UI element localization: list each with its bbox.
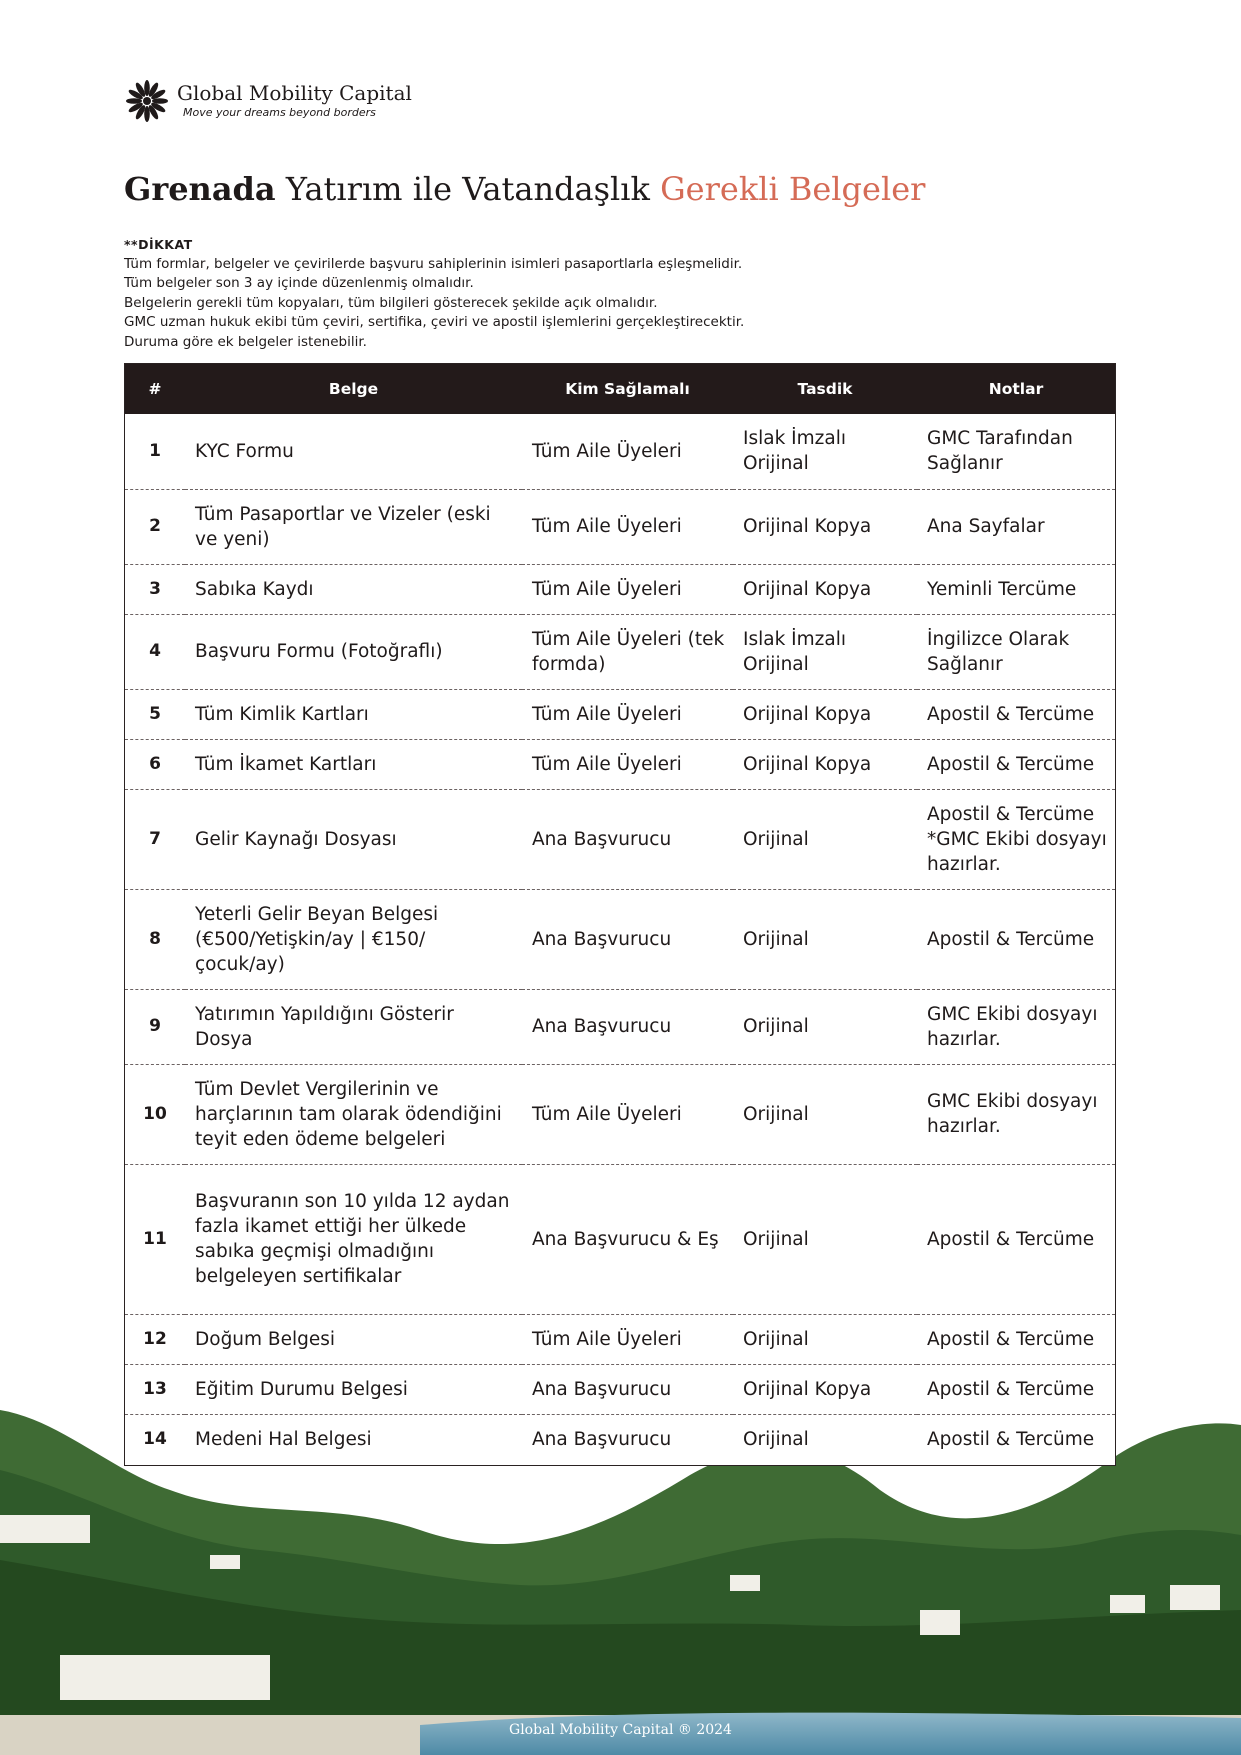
row-note: GMC Ekibi dosyayı hazırlar. [917, 1064, 1115, 1164]
row-note: İngilizce Olarak Sağlanır [917, 614, 1115, 689]
brand-name: Global Mobility Capital [177, 81, 412, 105]
row-note: Apostil & Tercüme [917, 1314, 1115, 1364]
row-attestation: Orijinal [733, 1164, 917, 1314]
table-row [125, 1064, 1115, 1164]
row-note: Apostil & Tercüme [917, 739, 1115, 789]
row-document: Eğitim Durumu Belgesi [185, 1364, 522, 1414]
table-row [125, 789, 1115, 889]
row-document: Sabıka Kaydı [185, 564, 522, 614]
row-attestation: Orijinal Kopya [733, 489, 917, 564]
row-note: Apostil & Tercüme [917, 1164, 1115, 1314]
row-number: 14 [143, 1428, 167, 1449]
table-row [125, 1364, 1115, 1414]
brand-tagline: Move your dreams beyond borders [183, 106, 376, 119]
row-note: Yeminli Tercüme [917, 564, 1115, 614]
column-header-number: # [148, 380, 162, 398]
row-number: 11 [125, 1164, 185, 1314]
notice-line: Tüm formlar, belgeler ve çevirilerde başvuru sahiplerinin isimleri pasaportlarla eşleşmelidir. [124, 255, 743, 272]
row-note: GMC Tarafından Sağlanır [917, 414, 1115, 489]
table-row [125, 739, 1115, 789]
row-number: 3 [125, 564, 185, 614]
notice-line: Tüm belgeler son 3 ay içinde düzenlenmiş olmalıdır. [124, 275, 474, 291]
row-note: Ana Sayfalar [917, 489, 1115, 564]
table-row [125, 689, 1115, 739]
flower-logo-icon [124, 78, 170, 124]
row-attestation: Orijinal [733, 1314, 917, 1364]
table-row [125, 614, 1115, 689]
footer-copyright: Global Mobility Capital ® 2024 [509, 1722, 732, 1738]
row-number: 13 [125, 1364, 185, 1414]
notice-block [124, 235, 744, 352]
table-row [125, 489, 1115, 564]
row-number: 5 [125, 689, 185, 739]
row-provider: Tüm Aile Üyeleri [522, 564, 733, 614]
row-provider: Tüm Aile Üyeleri [522, 689, 733, 739]
row-number: 2 [125, 489, 185, 564]
row-number: 4 [125, 614, 185, 689]
row-note: Apostil & Tercüme [927, 1428, 1095, 1450]
row-provider: Ana Başvurucu [522, 989, 733, 1064]
row-attestation: Orijinal [733, 889, 917, 989]
row-number: 12 [125, 1314, 185, 1364]
row-provider: Ana Başvurucu [532, 1428, 672, 1450]
row-document: Yatırımın Yapıldığını Gösterir Dosya [185, 989, 522, 1064]
row-note: Apostil & Tercüme [917, 889, 1115, 989]
row-document: Medeni Hal Belgesi [195, 1428, 372, 1450]
row-document: Yeterli Gelir Beyan Belgesi (€500/Yetişkin/ay | €150/ çocuk/ay) [185, 889, 522, 989]
row-document: Tüm İkamet Kartları [185, 739, 522, 789]
row-provider: Tüm Aile Üyeleri [522, 1064, 733, 1164]
row-provider: Tüm Aile Üyeleri [522, 739, 733, 789]
row-note: Apostil & Tercüme [917, 689, 1115, 739]
notice-heading: **DİKKAT [124, 237, 193, 252]
row-note: Apostil & Tercüme [917, 1364, 1115, 1414]
row-attestation: Orijinal [743, 1428, 809, 1450]
title-country: Grenada [124, 170, 276, 208]
row-number: 9 [125, 989, 185, 1064]
row-document: Gelir Kaynağı Dosyası [185, 789, 522, 889]
row-provider: Tüm Aile Üyeleri (tek formda) [522, 614, 733, 689]
row-number: 6 [125, 739, 185, 789]
row-attestation: Orijinal [733, 989, 917, 1064]
column-header-document: Belge [328, 380, 379, 398]
title-middle: Yatırım ile Vatandaşlık [275, 170, 661, 208]
row-provider: Tüm Aile Üyeleri [522, 489, 733, 564]
row-document: Tüm Pasaportlar ve Vizeler (eski ve yeni) [185, 489, 522, 564]
row-document: Başvuranın son 10 yılda 12 aydan fazla ikamet ettiği her ülkede sabıka geçmişi olmadığını belgeleyen sertifikalar [185, 1164, 522, 1314]
row-attestation: Islak İmzalı Orijinal [733, 614, 917, 689]
title-highlight: Gerekli Belgeler [660, 170, 926, 208]
page-title [124, 170, 925, 208]
column-header-attestation: Tasdik [797, 380, 853, 398]
notice-line: Duruma göre ek belgeler istenebilir. [124, 333, 367, 350]
row-document: Doğum Belgesi [185, 1314, 522, 1364]
column-header-notes: Notlar [988, 380, 1044, 398]
row-document: KYC Formu [185, 414, 522, 489]
row-document: Başvuru Formu (Fotoğraflı) [185, 614, 522, 689]
row-number: 8 [125, 889, 185, 989]
row-attestation: Orijinal Kopya [733, 689, 917, 739]
documents-table [124, 363, 1116, 1466]
row-attestation: Islak İmzalı Orijinal [733, 414, 917, 489]
brand-logo [124, 78, 444, 128]
row-attestation: Orijinal Kopya [733, 564, 917, 614]
column-header-provider: Kim Sağlamalı [565, 380, 690, 398]
table-row [125, 414, 1115, 489]
table-row [125, 1314, 1115, 1364]
table-row [125, 889, 1115, 989]
row-provider: Ana Başvurucu [522, 889, 733, 989]
row-attestation: Orijinal Kopya [733, 739, 917, 789]
row-provider: Tüm Aile Üyeleri [522, 414, 733, 489]
row-number: 10 [125, 1064, 185, 1164]
row-note: GMC Ekibi dosyayı hazırlar. [917, 989, 1115, 1064]
table-row [125, 1164, 1115, 1314]
notice-line: GMC uzman hukuk ekibi tüm çeviri, sertifika, çeviri ve apostil işlemlerini gerçekleştirecektir. [124, 314, 745, 330]
row-provider: Ana Başvurucu [522, 1364, 733, 1414]
row-attestation: Orijinal Kopya [733, 1364, 917, 1414]
row-provider: Tüm Aile Üyeleri [522, 1314, 733, 1364]
row-attestation: Orijinal [733, 789, 917, 889]
row-note: Apostil & Tercüme *GMC Ekibi dosyayı hazırlar. [917, 789, 1115, 889]
notice-line: Belgelerin gerekli tüm kopyaları, tüm bilgileri gösterecek şekilde açık olmalıdır. [124, 294, 658, 311]
table-row [125, 564, 1115, 614]
row-provider: Ana Başvurucu [522, 789, 733, 889]
row-number: 1 [125, 414, 185, 489]
row-document: Tüm Devlet Vergilerinin ve harçlarının tam olarak ödendiğini teyit eden ödeme belgeleri [185, 1064, 522, 1164]
row-attestation: Orijinal [733, 1064, 917, 1164]
table-row [125, 989, 1115, 1064]
row-provider: Ana Başvurucu & Eş [522, 1164, 733, 1314]
table-row [125, 1414, 1115, 1464]
row-number: 7 [125, 789, 185, 889]
row-document: Tüm Kimlik Kartları [185, 689, 522, 739]
table-header-row [125, 364, 1115, 414]
